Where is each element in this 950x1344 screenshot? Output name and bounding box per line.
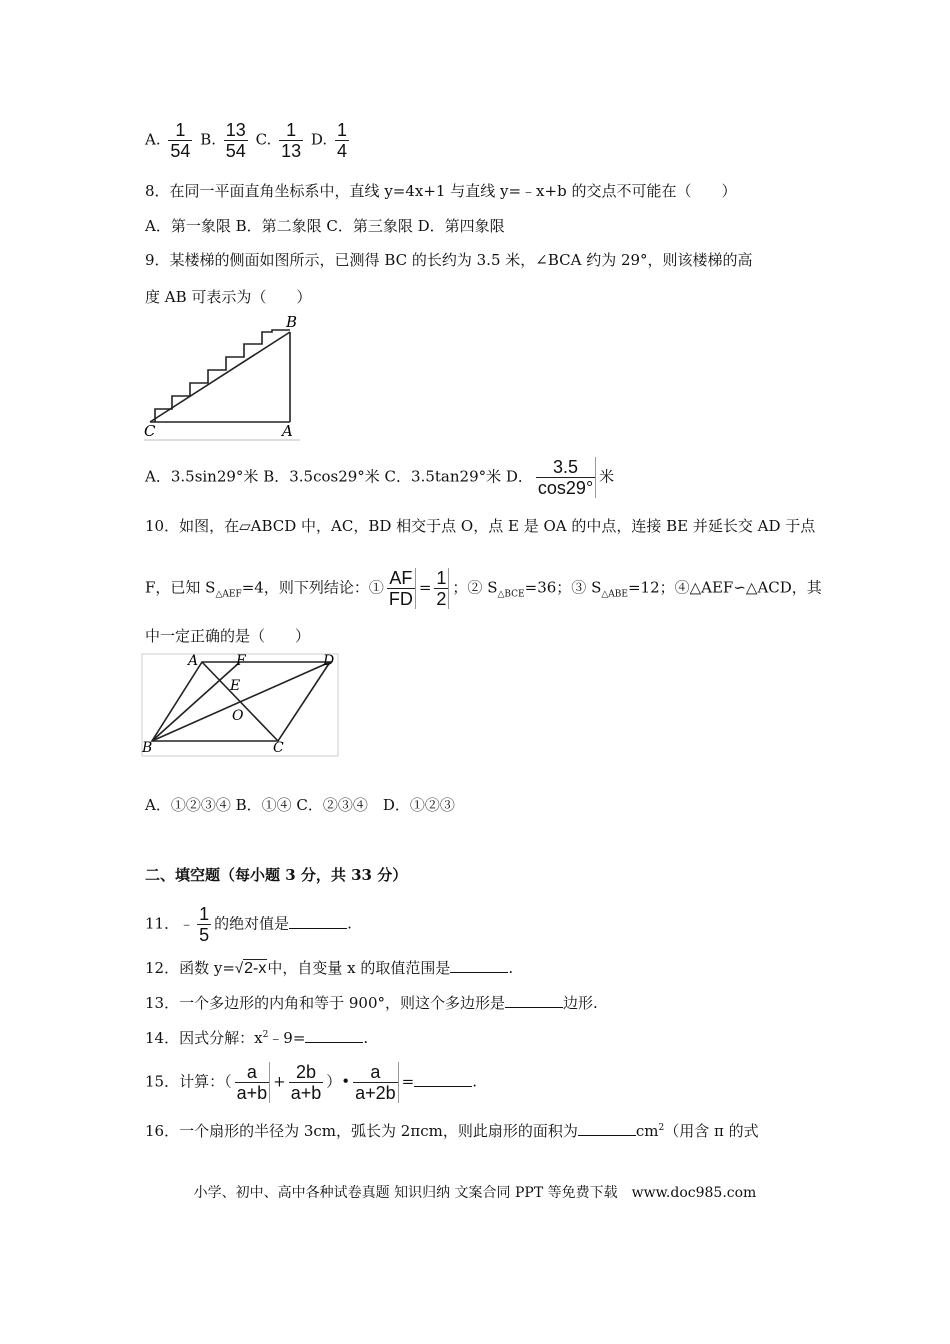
q13: 13．一个多边形的内角和等于 900°，则这个多边形是 边形. (145, 994, 598, 1012)
label-o: O (232, 708, 244, 724)
q9-stem-line1: 9．某楼梯的侧面如图所示，已测得 BC 的长约为 3.5 米，∠BCA 约为 29°，则该楼梯的高 (145, 251, 753, 269)
q10-stem-line3: 中一定正确的是（ ） (145, 627, 311, 645)
q10-stem-line1: 10．如图，在▱ABCD 中，AC，BD 相交于点 O，点 E 是 OA 的中点，连接 BE 并延长交 AD 于点 (145, 517, 816, 535)
label-a: A (188, 653, 199, 669)
q11-fraction: $\frac{1}{5}$ (199, 904, 210, 945)
q14-answer-blank[interactable] (305, 1028, 363, 1043)
q16: 16．一个扇形的半径为 3cm，弧长为 2πcm，则此扇形的面积为 $cm^2$（用含 π 的式 (145, 1122, 759, 1140)
q16-answer-blank[interactable] (578, 1121, 636, 1136)
label-e: E (230, 678, 241, 694)
label-c: C (273, 740, 284, 756)
page-footer: 小学、初中、高中各种试卷真题 知识归纳 文案合同 PPT 等免费下载 www.doc985.com (193, 1185, 757, 1201)
q15-fraction-3: $\frac{a}{a+2b}$ (353, 1062, 399, 1103)
q14: 14．因式分解：$x^2﹣9=$ . (145, 1029, 369, 1047)
q8-stem: 8．在同一平面直角坐标系中，直线 y=4x+1 与直线 y=﹣x+b 的交点不可能在（ ） (145, 182, 737, 200)
segment-bf (152, 662, 240, 741)
q7-option-d-fraction: $\frac{1}{4}$ (336, 120, 347, 161)
q15-answer-blank[interactable] (414, 1072, 472, 1087)
q7-option-c-fraction: $\frac{1}{13}$ (281, 120, 302, 161)
q10-fraction-one-half: $\frac{1}{2}$ (434, 568, 449, 609)
q7-options: A. $\frac{1}{54}$ B. $\frac{13}{54}$ C. $\frac{1}{13}$ D. $\frac{1}{4}$ (145, 120, 347, 161)
q12-answer-blank[interactable] (450, 958, 508, 973)
label-a: A (282, 422, 293, 440)
q9-stem-line2: 度 AB 可表示为（ ） (145, 288, 312, 306)
label-d: D (323, 653, 335, 669)
q15-fraction-1: $\frac{a}{a+b}$ (235, 1062, 271, 1103)
q7-option-b-fraction: $\frac{13}{54}$ (225, 120, 246, 161)
q7-option-a-fraction: $\frac{1}{54}$ (170, 120, 191, 161)
label-b: B (142, 740, 153, 756)
q9-option-d-fraction: $\frac{3.5}{\cos 29^\circ}$ (536, 457, 596, 498)
section-2-title: 二、填空题（每小题 3 分，共 33 分） (145, 866, 408, 884)
q15-fraction-2: $\frac{2b}{a+b}$ (290, 1062, 322, 1103)
label-b: B (286, 313, 298, 331)
q11-answer-blank[interactable] (289, 914, 347, 929)
staircase-figure (140, 312, 305, 442)
label-c: C (144, 422, 156, 440)
q8-options: A．第一象限 B．第二象限 C．第三象限 D．第四象限 (145, 217, 505, 235)
q10-fraction-af-fd: $\frac{AF}{FD}$ (387, 568, 416, 609)
q12: 12．函数 y=√2-x中，自变量 x 的取值范围是 . (145, 959, 514, 977)
q10-stem-line2: F，已知 $S_{\triangle AEF}=4$，则下列结论：① $\frac{AF}{FD}$ = $\frac{1}{2}$ ；② $S_{\triangle BCE}=36$；③ $S_{\triangle ABE}=12$；④△AEF∽△ACD，其 (145, 568, 822, 609)
parallelogram-figure (140, 652, 342, 758)
q11: 11．﹣ $\frac{1}{5}$ 的绝对值是 . (145, 904, 352, 945)
q15: 15．计算：（ $\frac{a}{a+b}$ + $\frac{2b}{a+b}$ ）• $\frac{a}{a+2b}$ = . (145, 1062, 478, 1103)
q10-options: A．①②③④ B．①④ C．②③④ D．①②③ (145, 796, 455, 814)
label-f: F (236, 653, 246, 669)
q9-options: A．3.5sin29°米 B．3.5cos29°米 C．3.5tan29°米 D． $\frac{3.5}{\cos 29^\circ}$ 米 (145, 457, 615, 498)
q13-answer-blank[interactable] (505, 993, 563, 1008)
